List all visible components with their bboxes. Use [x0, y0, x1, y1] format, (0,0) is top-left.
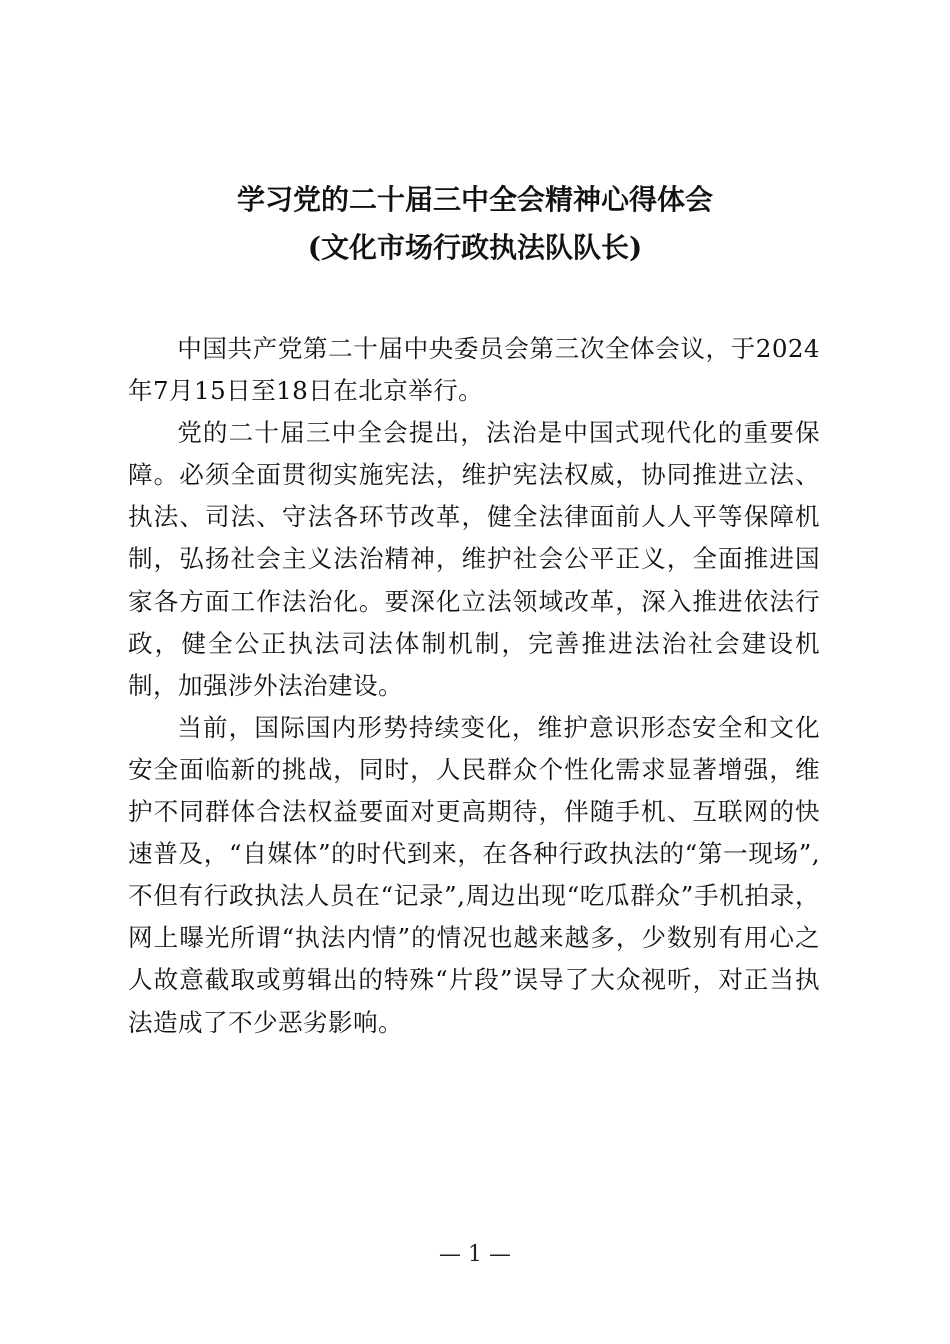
document-body [128, 328, 820, 1044]
paragraph: 当前，国际国内形势持续变化，维护意识形态安全和文化安全面临新的挑战，同时，人民群众个性化需求显著增强，维护不同群体合法权益要面对更高期待，伴随手机、互联网的快速普及，“自媒体”的时代到来，在各种行政执法的“第一现场”,不但有行政执法人员在“记录”,周边出现“吃瓜群众”手机拍录，网上曝光所谓“执法内情”的情况也越来越多，少数别有用心之人故意截取或剪辑出的特殊“片段”误导了大众视听，对正当执法造成了不少恶劣影响。 [128, 712, 820, 1037]
document-subtitle: (文化市场行政执法队队长) [307, 231, 643, 264]
page-number: — 1 — [439, 1242, 511, 1267]
paragraph: 党的二十届三中全会提出，法治是中国式现代化的重要保障。必须全面贯彻实施宪法，维护宪法权威，协同推进立法、执法、司法、守法各环节改革，健全法律面前人人平等保障机制，弘扬社会主义法治精神，维护社会公平正义，全面推进国家各方面工作法治化。要深化立法领域改革，深入推进依法行政，健全公正执法司法体制机制，完善推进法治社会建设机制，加强涉外法治建设。 [128, 418, 820, 700]
title-block [0, 176, 950, 272]
paragraph: 中国共产党第二十届中央委员会第三次全体会议，于2024年7月15日至18日在北京举行。 [128, 334, 820, 406]
document-title: 学习党的二十届三中全会精神心得体会 [236, 183, 713, 216]
